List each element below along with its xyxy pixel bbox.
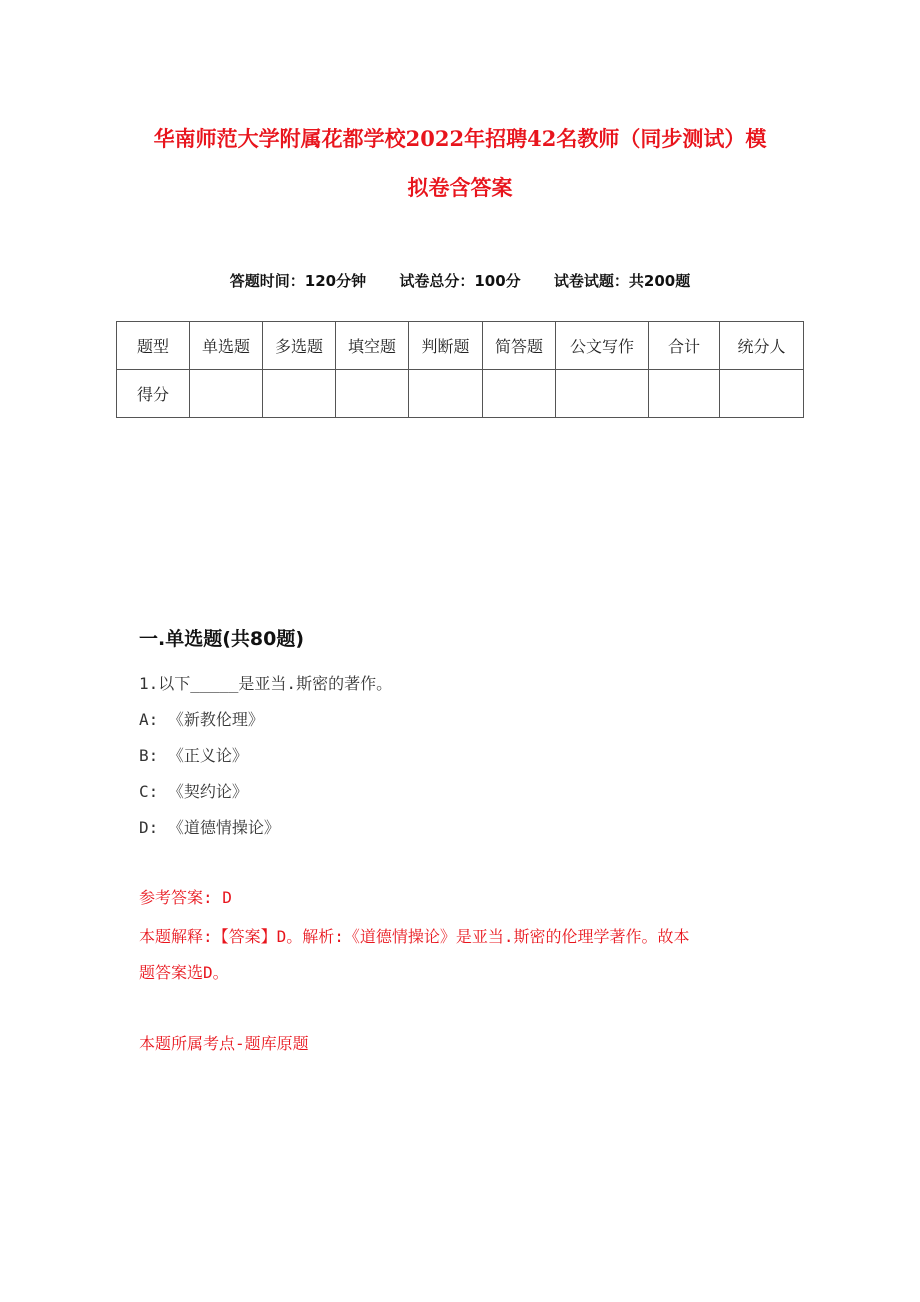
explanation-line1: 本题解释:【答案】D。解析:《道德情操论》是亚当.斯密的伦理学著作。故本 (139, 927, 690, 946)
knowledge-point: 本题所属考点-题库原题 (139, 1034, 309, 1053)
header-cell: 单选题 (190, 322, 263, 370)
header-cell: 合计 (649, 322, 720, 370)
header-cell: 统分人 (720, 322, 804, 370)
option-c: C: 《契约论》 (139, 782, 248, 801)
header-cell: 题型 (117, 322, 190, 370)
score-table-header-row (117, 322, 804, 370)
score-cell (720, 370, 804, 418)
reference-answer: 参考答案: D (139, 888, 232, 907)
score-cell (263, 370, 336, 418)
score-cell (336, 370, 409, 418)
section-title: 一.单选题(共80题) (139, 628, 305, 650)
score-cell (556, 370, 649, 418)
header-cell: 填空题 (336, 322, 409, 370)
header-cell: 简答题 (483, 322, 556, 370)
header-cell: 判断题 (409, 322, 483, 370)
score-cell (649, 370, 720, 418)
score-table (116, 321, 804, 418)
question-stem: 1.以下_____是亚当.斯密的著作。 (139, 674, 393, 693)
score-row-label: 得分 (117, 370, 190, 418)
exam-meta (0, 270, 920, 291)
exam-total-score: 试卷总分：100分 (399, 272, 521, 290)
score-cell (190, 370, 263, 418)
option-d: D: 《道德情操论》 (139, 818, 280, 837)
option-a: A: 《新教伦理》 (139, 710, 264, 729)
explanation-line2: 题答案选D。 (139, 963, 229, 982)
exam-question-count: 试卷试题：共200题 (553, 272, 691, 290)
score-cell (483, 370, 556, 418)
header-cell: 公文写作 (556, 322, 649, 370)
exam-time: 答题时间：120分钟 (229, 272, 367, 290)
score-cell (409, 370, 483, 418)
option-b: B: 《正义论》 (139, 746, 248, 765)
document-title-line2: 拟卷含答案 (407, 175, 513, 200)
score-table-score-row (117, 370, 804, 418)
document-title-line1: 华南师范大学附属花都学校2022年招聘42名教师（同步测试）模 (153, 126, 767, 151)
header-cell: 多选题 (263, 322, 336, 370)
